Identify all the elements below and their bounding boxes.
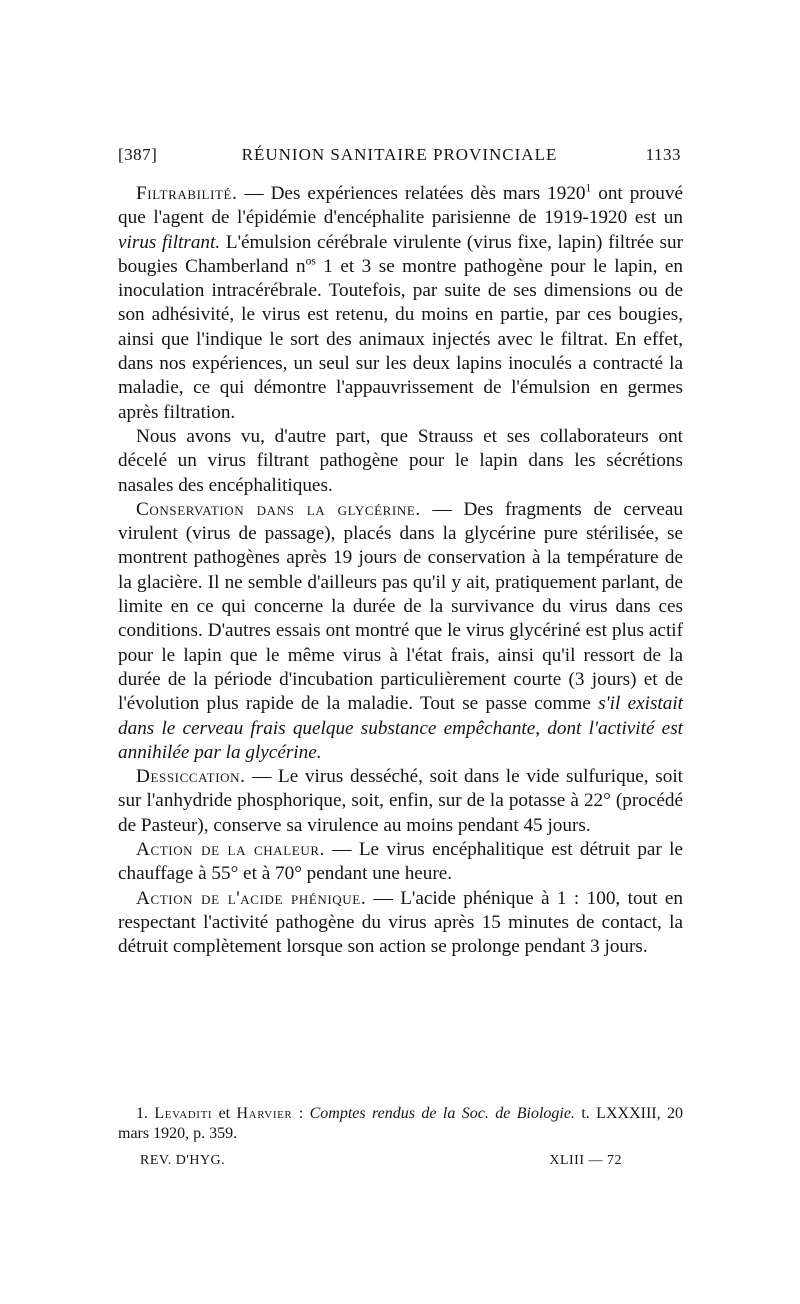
footnote-number: 1. [136, 1105, 155, 1122]
paragraph-0-segment: L'émulsion cérébrale virulente (virus fixe, lapin) filtrée sur bougies Chamberland n [118, 231, 684, 277]
paragraph-1-segment: Nous avons vu, d'autre part, que Strauss et ses collaborateurs ont décelé un virus filtrant pathogène pour le lapin dans les sécrétions nasales des encéphalitiques. [118, 425, 683, 496]
paragraph-5-lead: Action de l'acide phénique. [136, 887, 367, 909]
paragraph-filtrabilite [118, 182, 683, 425]
volume-sheet-number: XLIII — 72 [549, 1153, 622, 1168]
paragraph-strauss [118, 425, 683, 498]
footnote-1 [118, 1104, 683, 1144]
paragraph-dessiccation [118, 765, 683, 838]
footnote-segment: et [212, 1105, 237, 1122]
paragraph-action-acide-phenique [118, 887, 683, 960]
paragraph-0-lead: Filtrabilité. [136, 183, 238, 204]
footnotes [118, 1104, 683, 1144]
paragraph-0-segment: os [305, 255, 316, 268]
running-title: RÉUNION SANITAIRE PROVINCIALE [241, 145, 558, 164]
paragraph-0-segment: 1 et 3 se montre pathogène pour le lapin, en inoculation intracérébrale. Toutefois, par suite de ses dimensions ou de son adhésivité, le virus est retenu, du moins en partie, par ces bougies, ainsi que l'indique le sort des animaux injectés avec le filtrat. En effet, dans nos expériences, un seul sur les deux lapins inoculés a contracté la maladie, ce qui démontre l'appauvrissement de l'émulsion en germes après filtration. [118, 255, 683, 423]
paragraph-0-segment: ont prouvé que l'agent de l'épidémie d'encéphalite parisienne de 1919-1920 est un [118, 183, 683, 229]
journal-signature: REV. D'HYG. [140, 1153, 226, 1168]
paragraph-2-lead: Conservation dans la glycérine. [136, 498, 421, 520]
paragraph-0-segment: virus filtrant. [118, 231, 221, 253]
paragraph-2-segment: — Des fragments de cerveau virulent (virus de passage), placés dans la glycérine pure stérilisée, se montrent pathogènes après 19 jours de conservation à la température de la glacière. Il ne semble d'ailleurs pas qu'il y ait, pratiquement parlant, de limite en ce qui concerne la durée de la survivance du virus dans ces conditions. D'autres essais ont montré que le virus glycériné est plus actif pour le lapin que le même virus à l'état frais, ainsi qu'il ressort de la durée de la période d'incubation particulièrement courte (3 jours) et de l'évolution plus rapide de la maladie. Tout se passe comme [118, 498, 683, 715]
page-number-bracket: [387] [118, 145, 158, 164]
article-body [118, 182, 683, 960]
paragraph-0-segment: 1 [585, 182, 592, 195]
paragraph-conservation-glycerine [118, 498, 683, 765]
paragraph-5-segment: — L'acide phénique à 1 : 100, tout en respectant l'activité pathogène du virus après 15 minutes de contact, la détruit complètement lorsque son action se prolonge pendant 3 jours. [118, 887, 683, 958]
paragraph-0-segment: — Des expériences relatées dès mars 1920 [237, 183, 586, 204]
footnote-segment: : [292, 1105, 310, 1122]
paragraph-3-lead: Dessiccation. [136, 766, 246, 788]
page-number: 1133 [645, 145, 681, 164]
footnote-segment: Comptes rendus de la Soc. de Biologie. [309, 1105, 575, 1122]
footnote-segment: Harvier [236, 1105, 293, 1122]
page-footer [140, 1153, 622, 1175]
running-header [118, 145, 681, 169]
paragraph-4-segment: — Le virus encéphalitique est détruit par le chauffage à 55° et à 70° pendant une heure. [118, 839, 683, 885]
paragraph-action-chaleur [118, 838, 683, 887]
footnote-segment: Levaditi [154, 1105, 213, 1122]
footnote-segment: t. LXXXIII, 20 mars 1920, p. 359. [118, 1105, 684, 1142]
paragraph-3-segment: — Le virus desséché, soit dans le vide sulfurique, soit sur l'anhydride phosphorique, soit, enfin, sur de la potasse à 22° (procédé de Pasteur), conserve sa virulence au moins pendant 45 jours. [118, 766, 683, 836]
paragraph-4-lead: Action de la chaleur. [136, 839, 325, 861]
paragraph-2-segment: s'il existait dans le cerveau frais quelque substance empêchante, dont l'activité est annihilée par la glycérine. [118, 693, 683, 763]
